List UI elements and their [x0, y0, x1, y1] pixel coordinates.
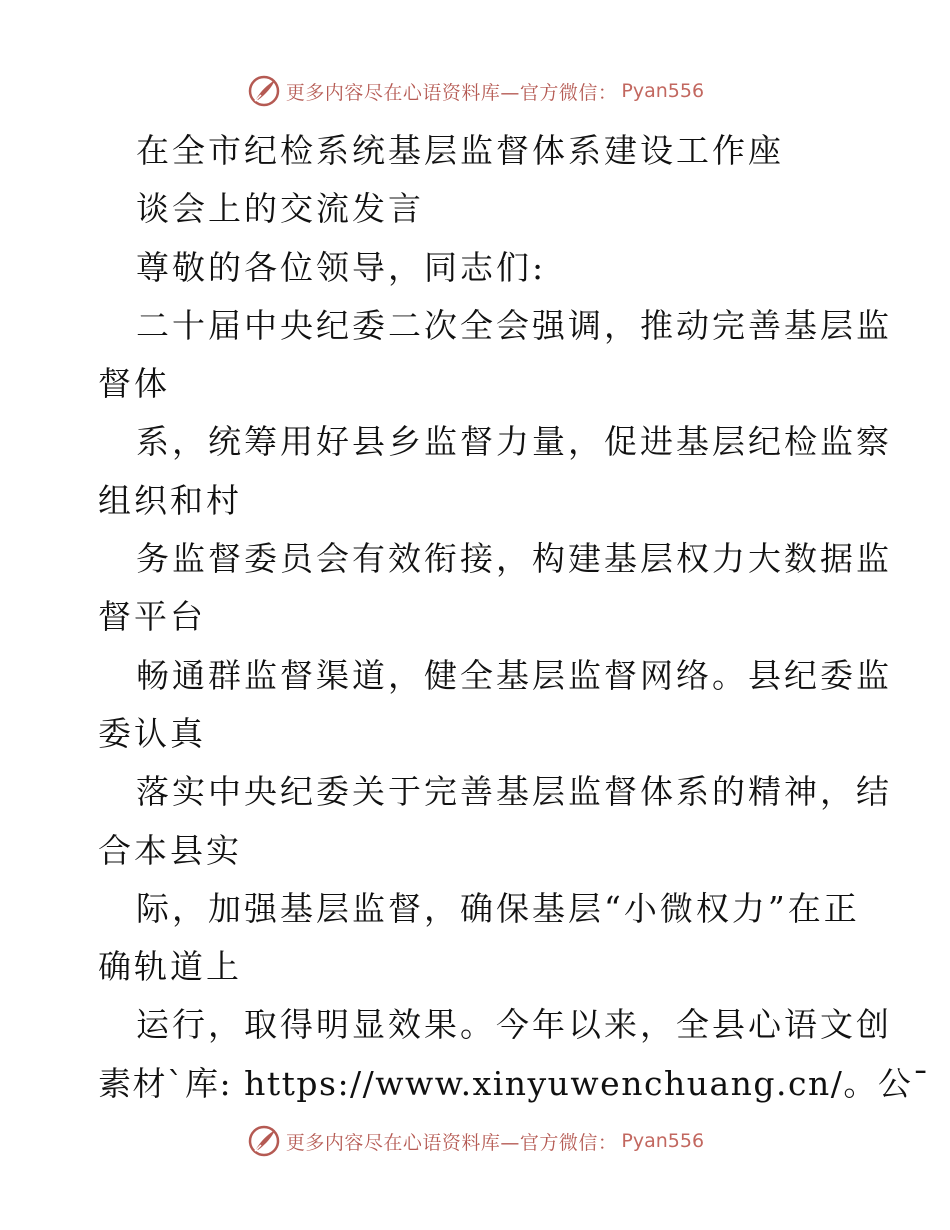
watermark-footer [0, 1121, 950, 1161]
feather-pen-logo-icon [246, 1123, 282, 1159]
document-line: 督体 [98, 364, 170, 404]
document-line: 务监督委员会有效衔接，构建基层权力大数据监 [136, 539, 892, 579]
feather-pen-logo-icon [246, 73, 282, 109]
document-line: 系，统筹用好县乡监督力量，促进基层纪检监察 [136, 422, 892, 462]
watermark-account: Pyan556 [621, 1130, 705, 1152]
document-line: 委认真 [98, 713, 206, 753]
document-line: 落实中央纪委关于完善基层监督体系的精神，结 [136, 772, 892, 812]
watermark-header [0, 71, 950, 111]
watermark-text: 更多内容尽在心语资料库—官方微信： [285, 81, 618, 104]
document-line: 督平台 [98, 597, 206, 637]
document-body [98, 122, 931, 1113]
document-line: 畅通群监督渠道，健全基层监督网络。县纪委监 [136, 655, 892, 695]
document-line: 运行，取得明显效果。今年以来，全县心语文创 [136, 1005, 892, 1045]
document-line: 组织和村 [98, 480, 242, 520]
document-line: 际，加强基层监督，确保基层“小微权力”在正 [136, 888, 860, 928]
document-title-line-2: 谈会上的交流发言 [136, 189, 424, 229]
document-line: 二十届中央纪委二次全会强调，推动完善基层监 [136, 305, 892, 345]
watermark-text: 更多内容尽在心语资料库—官方微信： [285, 1131, 618, 1154]
document-title-line-1: 在全市纪检系统基层监督体系建设工作座 [136, 131, 784, 170]
document-salutation: 尊敬的各位领导，同志们: [136, 247, 547, 287]
document-line: 合本县实 [98, 830, 242, 870]
watermark-account: Pyan556 [621, 80, 705, 102]
document-line-with-link: 素材`库: https://www.xinyuwenchuang.cn/。公¯ [98, 1063, 931, 1103]
document-line: 确轨道上 [98, 947, 242, 987]
